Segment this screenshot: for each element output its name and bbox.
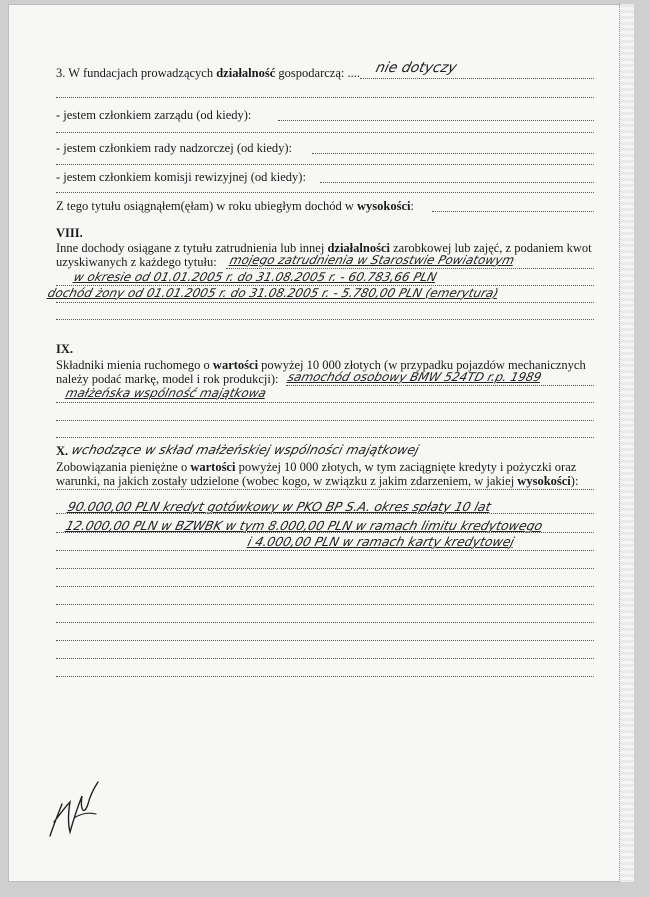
document-page xyxy=(8,4,634,882)
dotted-line xyxy=(56,489,594,490)
liabilities-label: Zobowiązania pieniężne o wartości powyżej 10 000 złotych, w tym zaciągnięte kredyty i pożyczki oraz xyxy=(56,460,577,474)
dotted-line xyxy=(56,420,594,421)
other-income-label: Inne dochody osiągane z tytułu zatrudnienia lub innej działalności zarobkowej lub zajęć, z podaniem kwot xyxy=(56,241,592,255)
dotted-line xyxy=(56,550,594,551)
dotted-line xyxy=(56,97,594,98)
other-income-handwritten-2: w okresie od 01.01.2005 r. do 31.08.2005 r. - 60.783,66 PLN xyxy=(72,270,439,284)
movable-assets-handwritten-2: małżeńska wspólność majątkowa xyxy=(64,386,268,400)
dotted-line xyxy=(56,437,594,438)
dotted-line xyxy=(56,402,594,403)
dotted-line xyxy=(56,532,594,533)
dotted-line xyxy=(312,153,594,154)
member-audit-label: - jestem członkiem komisji rewizyjnej (od kiedy): xyxy=(56,170,306,184)
dotted-line xyxy=(56,192,594,193)
member-supervisory-label: - jestem członkiem rady nadzorczej (od kiedy): xyxy=(56,141,293,155)
dotted-line xyxy=(56,513,594,514)
income-label: Z tego tytułu osiągnąłem(ęłam) w roku ubiegłym dochód w wysokości: xyxy=(56,199,414,213)
movable-assets-label-2: należy podać markę, model i rok produkcji): xyxy=(56,372,279,386)
dotted-line xyxy=(320,182,594,183)
movable-assets-handwritten-1: samochód osobowy BMW 524TD r.p. 1989 xyxy=(286,370,543,384)
dotted-line xyxy=(286,385,594,386)
dotted-line xyxy=(56,164,594,165)
signature-icon xyxy=(44,774,124,844)
liabilities-label-2: warunki, na jakich zostały udzielone (wobec kogo, w związku z jakim zdarzeniem, w jakiej wysokości): xyxy=(56,474,579,488)
foundations-activity-label: 3. W fundacjach prowadzących działalność gospodarczą: .... xyxy=(56,66,360,80)
other-income-label-2: uzyskiwanych z każdego tytułu: xyxy=(56,255,217,269)
dotted-line xyxy=(56,319,594,320)
other-income-handwritten-3: dochód żony od 01.01.2005 r. do 31.08.2005 r. - 5.780,00 PLN (emerytura) xyxy=(46,286,500,300)
liabilities-handwritten-3: i 4.000,00 PLN w ramach karty kredytowej xyxy=(246,534,517,549)
dotted-line xyxy=(360,78,594,79)
liabilities-handwritten-1: 90.000,00 PLN kredyt gotówkowy w PKO BP S.A. okres spłaty 10 lat xyxy=(66,499,493,514)
dotted-line xyxy=(56,604,594,605)
member-board-label: - jestem członkiem zarządu (od kiedy): xyxy=(56,108,252,122)
dotted-line xyxy=(278,120,594,121)
dotted-line xyxy=(56,586,594,587)
dotted-line xyxy=(56,622,594,623)
dotted-line xyxy=(226,268,594,269)
liabilities-handwritten-heading: wchodzące w skład małżeńskiej wspólności majątkowej xyxy=(70,442,421,457)
dotted-line xyxy=(432,211,594,212)
dotted-line xyxy=(56,568,594,569)
foundations-activity-answer: nie dotyczy xyxy=(374,60,459,76)
section-heading-viii: VIII. xyxy=(56,226,83,240)
liabilities-handwritten-2: 12.000,00 PLN w BZWBK w tym 8.000,00 PLN w ramach limitu kredytowego xyxy=(64,518,545,533)
section-heading-x: X. xyxy=(56,444,69,458)
dotted-line xyxy=(56,302,594,303)
dotted-line xyxy=(56,676,594,677)
movable-assets-label: Składniki mienia ruchomego o wartości powyżej 10 000 złotych (w przypadku pojazdów mechanicznych xyxy=(56,358,586,372)
dotted-line xyxy=(56,658,594,659)
dotted-line xyxy=(56,132,594,133)
scan-edge xyxy=(619,4,634,882)
dotted-line xyxy=(56,640,594,641)
section-heading-ix: IX. xyxy=(56,342,74,356)
other-income-handwritten-1: mojego zatrudnienia w Starostwie Powiatowym xyxy=(228,253,516,267)
